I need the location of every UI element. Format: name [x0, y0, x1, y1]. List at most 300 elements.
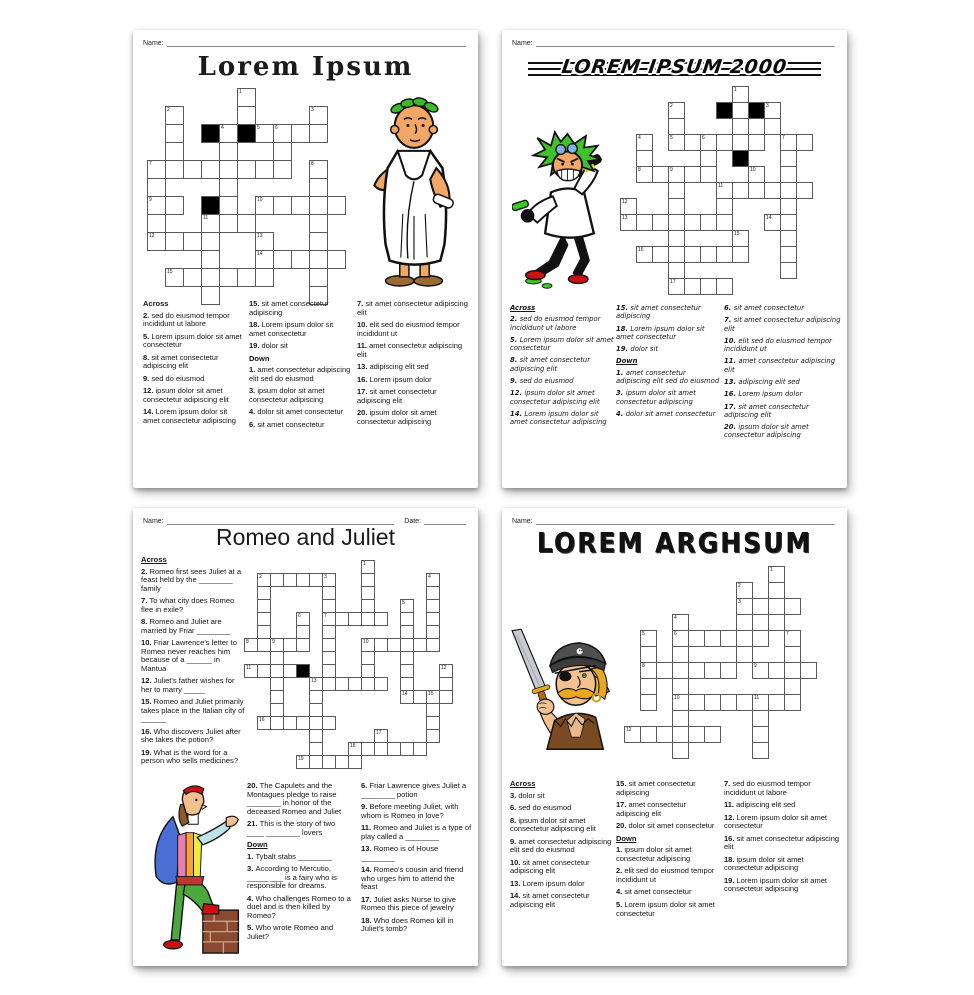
- clue-item: 10. Friar Lawrence's letter to Romeo never reaches him because of a ______ in Mantua: [141, 638, 237, 673]
- crossword-cell: [784, 646, 801, 663]
- clue-item: 17. amet consectetur adipiscing elit: [616, 800, 687, 818]
- crossword-cell: [273, 160, 292, 179]
- crossword-cell: [348, 612, 362, 626]
- clue-column-2: [247, 782, 353, 945]
- crossword-cell: [400, 625, 414, 639]
- crossword-cell: [796, 134, 813, 151]
- crossword-black-cell: [732, 150, 749, 167]
- crossword-cell: [716, 278, 733, 295]
- worksheet-page-romeo-and-juliet: [133, 508, 478, 966]
- clue-item: 9. amet consectetur adipiscing elit sed do eiusmod: [510, 836, 612, 855]
- crossword-cell: [672, 742, 689, 759]
- clue-item: 1. amet consectetur adipiscing elit sed do eiusmod: [249, 365, 351, 383]
- crossword-cell: [426, 612, 440, 626]
- crossword-cell: [270, 573, 284, 587]
- clue-item: 7. sed do eiusmod tempor incididunt ut labore: [724, 779, 811, 797]
- crossword-cell: [784, 678, 801, 695]
- clue-item: 16. Lorem ipsum dolor: [357, 374, 432, 384]
- crossword-cell: [219, 142, 238, 161]
- crossword-cell: [668, 198, 685, 215]
- clue-item: 13. Lorem ipsum dolor: [510, 878, 585, 888]
- crossword-cell: [283, 664, 297, 678]
- crossword-cell: 10: [361, 638, 375, 652]
- crossword-cell: [700, 166, 717, 183]
- crossword-cell: [335, 677, 349, 691]
- clue-item: 8. sit amet consectetur adipiscing elit: [510, 356, 591, 373]
- crossword-cell: 14: [255, 250, 274, 269]
- crossword-cell: [688, 630, 705, 647]
- clue-item: 18. ipsum dolor sit amet consectetur adipiscing: [724, 854, 804, 873]
- crossword-cell: [257, 664, 271, 678]
- crossword-cell: [652, 166, 669, 183]
- clue-item: 4. dolor sit amet consectetur: [616, 409, 716, 418]
- clue-item: 13. adipiscing elit sed: [724, 377, 800, 386]
- crossword-cell: 5: [255, 124, 274, 143]
- crossword-cell: 1: [768, 566, 785, 583]
- crossword-cell: [361, 677, 375, 691]
- crossword-cell: [780, 166, 797, 183]
- clue-column-2: [616, 780, 720, 922]
- crossword-cell: [273, 250, 292, 269]
- clue-item: 17. sit amet consectetur adipiscing elit: [357, 387, 437, 405]
- crossword-cell: 15: [426, 690, 440, 704]
- crossword-cell: 2: [165, 106, 184, 125]
- crossword-cell: [291, 196, 310, 215]
- clue-item: 6. sit amet consectetur: [249, 420, 325, 430]
- crossword-cell: [426, 729, 440, 743]
- crossword-cell: 11: [244, 664, 258, 678]
- crossword-cell: [780, 150, 797, 167]
- crossword-black-cell: [716, 102, 733, 119]
- clue-item: 12. Lorem ipsum dolor sit amet consectetur: [724, 812, 827, 831]
- crossword-cell: [684, 278, 701, 295]
- crossword-cell: 6: [700, 134, 717, 151]
- crossword-cell: 17: [668, 278, 685, 295]
- crossword-cell: [322, 651, 336, 665]
- crossword-cell: [348, 755, 362, 769]
- clue-item: 20. ipsum dolor sit amet consectetur adipiscing: [724, 423, 809, 440]
- crossword-cell: [439, 677, 453, 691]
- crossword-cell: [704, 630, 721, 647]
- clue-item: 5. Who wrote Romeo and Juliet?: [247, 923, 334, 941]
- clue-item: 2. elit sed do eiusmod tempor incididunt ut: [616, 866, 715, 884]
- crossword-cell: [688, 726, 705, 743]
- clue-item: 19. dolor sit: [249, 341, 288, 351]
- crossword-cell: [219, 196, 238, 215]
- crossword-cell: [720, 694, 737, 711]
- crossword-cell: 9: [752, 662, 769, 679]
- crossword-cell: 16: [636, 246, 653, 263]
- crossword-cell: [720, 630, 737, 647]
- crossword-cell: [270, 716, 284, 730]
- crossword-cell: [736, 630, 753, 647]
- worksheet-page-lorem-ipsum-2000: [502, 30, 847, 488]
- clue-item: 11. amet consectetur adipiscing elit: [357, 341, 463, 359]
- crossword-cell: [237, 268, 256, 287]
- crossword-cell: [257, 625, 271, 639]
- clue-item: 13. adipiscing elit sed: [357, 362, 429, 372]
- clue-item: 17. Juliet asks Nurse to give Romeo this piece of jewelry: [361, 894, 456, 912]
- clue-item: 7. sit amet consectetur adipiscing elit: [357, 299, 468, 317]
- crossword-cell: [400, 638, 414, 652]
- crossword-cell: [652, 246, 669, 263]
- worksheet-page-lorem-ipsum: [133, 30, 478, 488]
- crossword-cell: [784, 662, 801, 679]
- clue-column-1: [510, 780, 614, 914]
- crossword-cell: [309, 178, 328, 197]
- crossword-cell: [780, 214, 797, 231]
- name-blank-line: [536, 38, 835, 47]
- crossword-cell: [668, 230, 685, 247]
- crossword-cell: [309, 268, 328, 287]
- crossword-grid: [620, 86, 828, 294]
- worksheet-page-lorem-arghsum: [502, 508, 847, 966]
- crossword-cell: [700, 150, 717, 167]
- crossword-cell: [257, 612, 271, 626]
- crossword-cell: [672, 646, 689, 663]
- crossword-cell: [270, 690, 284, 704]
- clue-section-header: Down: [616, 357, 638, 366]
- crossword-cell: [201, 268, 220, 287]
- crossword-cell: [636, 214, 653, 231]
- clue-item: 5. Lorem ipsum dolor sit amet consectetur: [510, 335, 614, 353]
- crossword-cell: [322, 599, 336, 613]
- crossword-cell: [387, 742, 401, 756]
- clue-item: 1. amet consectetur adipiscing elit sed do eiusmod: [616, 368, 720, 385]
- crossword-cell: [439, 690, 453, 704]
- crossword-cell: [283, 638, 297, 652]
- pirate-illustration: [506, 604, 620, 776]
- crossword-cell: 15: [732, 230, 749, 247]
- crossword-cell: [257, 638, 271, 652]
- crossword-cell: [374, 612, 388, 626]
- name-field-row: [512, 516, 835, 525]
- roman-toga-man-illustration: [365, 92, 465, 290]
- clue-section-header: Down: [249, 353, 270, 363]
- clue-column-1: [510, 304, 614, 430]
- crossword-cell: [165, 160, 184, 179]
- crossword-cell: 4: [672, 614, 689, 631]
- crossword-cell: [309, 250, 328, 269]
- crossword-cell: [780, 198, 797, 215]
- crossword-grid: [624, 566, 832, 758]
- page-title: LOREM ARGHSUM: [536, 526, 813, 559]
- clue-section-header: Across: [510, 779, 536, 788]
- crossword-cell: [426, 716, 440, 730]
- crossword-cell: [273, 142, 292, 161]
- crossword-cell: 5: [668, 134, 685, 151]
- crossword-cell: [255, 160, 274, 179]
- clue-item: 19. Lorem ipsum dolor sit amet consectetur adipiscing: [724, 875, 827, 894]
- name-field-row: [512, 38, 835, 47]
- crossword-cell: [270, 677, 284, 691]
- crossword-cell: [752, 598, 769, 615]
- crossword-black-cell: [748, 102, 765, 119]
- clue-item: 16. Lorem ipsum dolor: [724, 390, 803, 399]
- crossword-cell: [800, 662, 817, 679]
- crossword-cell: [764, 118, 781, 135]
- crossword-cell: [426, 703, 440, 717]
- crossword-cell: [322, 677, 336, 691]
- crossword-cell: [672, 662, 689, 679]
- crossword-cell: [165, 142, 184, 161]
- crossword-cell: [219, 178, 238, 197]
- crossword-cell: 14: [764, 214, 781, 231]
- crossword-cell: [716, 246, 733, 263]
- crossword-cell: 8: [636, 166, 653, 183]
- crossword-cell: [752, 726, 769, 743]
- clue-item: 12. ipsum dolor sit amet consectetur adipiscing elit: [143, 386, 229, 404]
- crossword-cell: 6: [296, 612, 310, 626]
- crossword-cell: [309, 729, 323, 743]
- crossword-cell: [736, 614, 753, 631]
- crossword-cell: 1: [732, 86, 749, 103]
- clue-item: 2. sed do eiusmod tempor incididunt ut labore: [510, 315, 601, 332]
- clue-item: 12. ipsum dolor sit amet consectetur adipiscing elit: [510, 389, 600, 406]
- crossword-cell: [237, 214, 256, 233]
- crossword-cell: [309, 232, 328, 251]
- crossword-cell: 3: [764, 102, 781, 119]
- crossword-cell: [736, 646, 753, 663]
- crossword-cell: [309, 716, 323, 730]
- crossword-cell: [656, 726, 673, 743]
- crossword-cell: [322, 716, 336, 730]
- crossword-cell: [732, 246, 749, 263]
- crossword-black-cell: [201, 124, 220, 143]
- clue-item: 14. sit amet consectetur adipiscing elit: [510, 891, 590, 910]
- crossword-cell: [704, 662, 721, 679]
- crossword-cell: [700, 278, 717, 295]
- crossword-cell: [327, 250, 346, 269]
- clue-item: 4. dolor sit amet consectetur: [249, 407, 344, 417]
- clue-item: 16. Who discovers Juliet after she takes the potion?: [141, 726, 241, 744]
- clue-item: 10. sit amet consectetur adipiscing elit: [510, 857, 590, 876]
- crossword-cell: [716, 198, 733, 215]
- crossword-cell: [736, 694, 753, 711]
- crossword-cell: [219, 214, 238, 233]
- crossword-cell: [780, 182, 797, 199]
- clue-item: 9. sed do eiusmod: [143, 373, 205, 383]
- crossword-cell: [413, 742, 427, 756]
- clue-item: 8. Romeo and Juliet are married by Friar ________: [141, 617, 231, 635]
- crossword-cell: [426, 625, 440, 639]
- crossword-cell: [296, 573, 310, 587]
- crossword-grid: [231, 560, 478, 768]
- page-title: Romeo and Juliet: [216, 524, 395, 550]
- name-field-row: [143, 38, 466, 47]
- clue-column-3: [357, 300, 471, 431]
- clue-item: 7. sit amet consectetur adipiscing elit: [724, 316, 841, 333]
- crossword-cell: [748, 134, 765, 151]
- crossword-cell: [640, 646, 657, 663]
- crossword-cell: [387, 638, 401, 652]
- crossword-cell: [668, 246, 685, 263]
- crossword-cell: 7: [784, 630, 801, 647]
- page-title-wrap: [528, 56, 821, 86]
- crossword-cell: 7: [322, 612, 336, 626]
- clue-item: 7. To what city does Romeo flee in exile?: [141, 596, 235, 614]
- clue-section-header: Down: [616, 833, 637, 843]
- crossword-cell: [309, 196, 328, 215]
- clue-item: 17. sit amet consectetur adipiscing elit: [724, 402, 809, 419]
- mad-scientist-illustration: [512, 122, 624, 292]
- crossword-cell: [704, 694, 721, 711]
- crossword-cell: [283, 716, 297, 730]
- crossword-cell: 5: [400, 599, 414, 613]
- crossword-cell: 14: [400, 690, 414, 704]
- clue-column-2: [616, 304, 720, 422]
- crossword-cell: [183, 160, 202, 179]
- crossword-cell: [257, 586, 271, 600]
- crossword-cell: [700, 246, 717, 263]
- page-title: LOREM IPSUM 2000: [560, 56, 789, 78]
- crossword-cell: [327, 196, 346, 215]
- crossword-cell: [322, 638, 336, 652]
- crossword-cell: 9: [668, 166, 685, 183]
- clue-item: 14. Romeo's cousin and friend who urges him to attend the feast: [361, 865, 464, 891]
- crossword-cell: [296, 716, 310, 730]
- clue-item: 4. sit amet consectetur: [616, 887, 692, 897]
- crossword-cell: [640, 726, 657, 743]
- crossword-cell: 1: [237, 88, 256, 107]
- crossword-cell: [322, 586, 336, 600]
- crossword-cell: [684, 246, 701, 263]
- crossword-cell: [732, 134, 749, 151]
- clue-section-header: Across: [143, 299, 169, 308]
- clue-column-3: [724, 304, 842, 444]
- clue-item: 3. ipsum dolor sit amet consectetur adipiscing: [249, 386, 325, 404]
- clue-item: 15. sit amet consectetur adipiscing: [249, 299, 329, 317]
- crossword-cell: 6: [273, 124, 292, 143]
- crossword-cell: [768, 694, 785, 711]
- crossword-cell: 8: [309, 160, 328, 179]
- clue-item: 3. ipsum dolor sit amet consectetur adipiscing: [616, 389, 696, 406]
- date-label: Date:: [404, 518, 421, 525]
- crossword-cell: [780, 246, 797, 263]
- clue-item: 1. ipsum dolor sit amet consectetur adipiscing: [616, 845, 692, 863]
- clue-item: 14. Lorem ipsum dolor sit amet consectetur adipiscing: [510, 409, 607, 427]
- crossword-cell: 19: [296, 755, 310, 769]
- crossword-cell: [322, 625, 336, 639]
- clue-item: 12. Juliet's father wishes for her to marry _____: [141, 676, 235, 694]
- crossword-cell: [283, 573, 297, 587]
- clue-column-3: [361, 782, 473, 938]
- crossword-cell: [636, 150, 653, 167]
- crossword-cell: [165, 232, 184, 251]
- clue-item: 11. Romeo and Juliet is a type of play called a ________: [361, 823, 472, 841]
- crossword-cell: 10: [748, 166, 765, 183]
- crossword-cell: [400, 742, 414, 756]
- clue-item: 1. Tybalt stabs ________: [247, 851, 332, 861]
- crossword-cell: [273, 196, 292, 215]
- clue-column-1: [141, 556, 245, 770]
- crossword-cell: 9: [270, 638, 284, 652]
- crossword-cell: [764, 182, 781, 199]
- crossword-cell: [668, 214, 685, 231]
- clue-item: 20. dolor sit amet consectetur: [616, 821, 715, 831]
- crossword-cell: 12: [624, 726, 641, 743]
- crossword-cell: [672, 726, 689, 743]
- crossword-cell: [716, 134, 733, 151]
- crossword-cell: [752, 710, 769, 727]
- crossword-cell: [361, 651, 375, 665]
- crossword-cell: [361, 599, 375, 613]
- clue-item: 2. sed do eiusmod tempor incididunt ut labore: [143, 310, 230, 329]
- crossword-cell: [309, 742, 323, 756]
- clue-item: 2. Romeo first sees Juliet at a feast held by the ________ family: [141, 566, 242, 593]
- crossword-cell: [291, 250, 310, 269]
- crossword-cell: [237, 106, 256, 125]
- crossword-cell: [237, 160, 256, 179]
- crossword-cell: 15: [165, 268, 184, 287]
- crossword-cell: 13: [309, 677, 323, 691]
- crossword-cell: [309, 573, 323, 587]
- crossword-cell: [335, 612, 349, 626]
- crossword-cell: [716, 214, 733, 231]
- crossword-cell: [374, 677, 388, 691]
- crossword-cell: [688, 662, 705, 679]
- clue-section-header: Across: [510, 304, 536, 312]
- crossword-cell: [752, 630, 769, 647]
- name-blank-line: [167, 38, 466, 47]
- name-label: Name:: [143, 40, 164, 47]
- crossword-cell: 1: [361, 560, 375, 574]
- clue-item: 19. dolor sit: [616, 345, 658, 354]
- crossword-cell: 11: [752, 694, 769, 711]
- crossword-cell: [668, 182, 685, 199]
- crossword-cell: [296, 638, 310, 652]
- crossword-cell: [183, 268, 202, 287]
- crossword-cell: 2: [668, 102, 685, 119]
- crossword-cell: [374, 638, 388, 652]
- crossword-cell: 17: [374, 729, 388, 743]
- name-label: Name:: [512, 518, 533, 525]
- crossword-cell: [426, 586, 440, 600]
- crossword-cell: [270, 651, 284, 665]
- clue-item: 6. sed do eiusmod: [510, 803, 572, 813]
- clue-item: 20. ipsum dolor sit amet consectetur adipiscing: [357, 408, 437, 427]
- crossword-cell: 7: [780, 134, 797, 151]
- crossword-cell: 18: [348, 742, 362, 756]
- clue-section-header: Across: [141, 555, 167, 564]
- crossword-cell: [700, 214, 717, 231]
- crossword-cell: [309, 124, 328, 143]
- clue-item: 3. dolor sit: [510, 790, 545, 800]
- clue-item: 10. elit sed do eiusmod tempor incididunt ut: [724, 336, 832, 354]
- clue-item: 15. sit amet consectetur adipiscing: [616, 304, 701, 321]
- crossword-cell: 12: [147, 232, 166, 251]
- crossword-cell: [309, 755, 323, 769]
- crossword-cell: 11: [201, 214, 220, 233]
- clue-item: 15. sit amet consectetur adipiscing: [616, 779, 696, 797]
- crossword-cell: 10: [672, 694, 689, 711]
- crossword-cell: [322, 755, 336, 769]
- crossword-black-cell: [201, 196, 220, 215]
- crossword-cell: [688, 694, 705, 711]
- crossword-cell: [374, 742, 388, 756]
- crossword-cell: 13: [255, 232, 274, 251]
- clue-item: 3. According to Mercutio, _____ ___ is a fairy who is responsible for dreams.: [247, 864, 337, 890]
- crossword-cell: [201, 250, 220, 269]
- clue-item: 13. Romeo is of House ________: [361, 844, 439, 862]
- crossword-cell: [255, 268, 274, 287]
- crossword-cell: [684, 134, 701, 151]
- crossword-cell: [768, 598, 785, 615]
- clue-item: 4. Who challenges Romeo to a duel and is then killed by Romeo?: [247, 893, 351, 920]
- crossword-cell: 3: [322, 573, 336, 587]
- crossword-cell: 8: [244, 638, 258, 652]
- clue-item: 18. Who does Romeo kill in Juliet's tomb?: [361, 915, 454, 933]
